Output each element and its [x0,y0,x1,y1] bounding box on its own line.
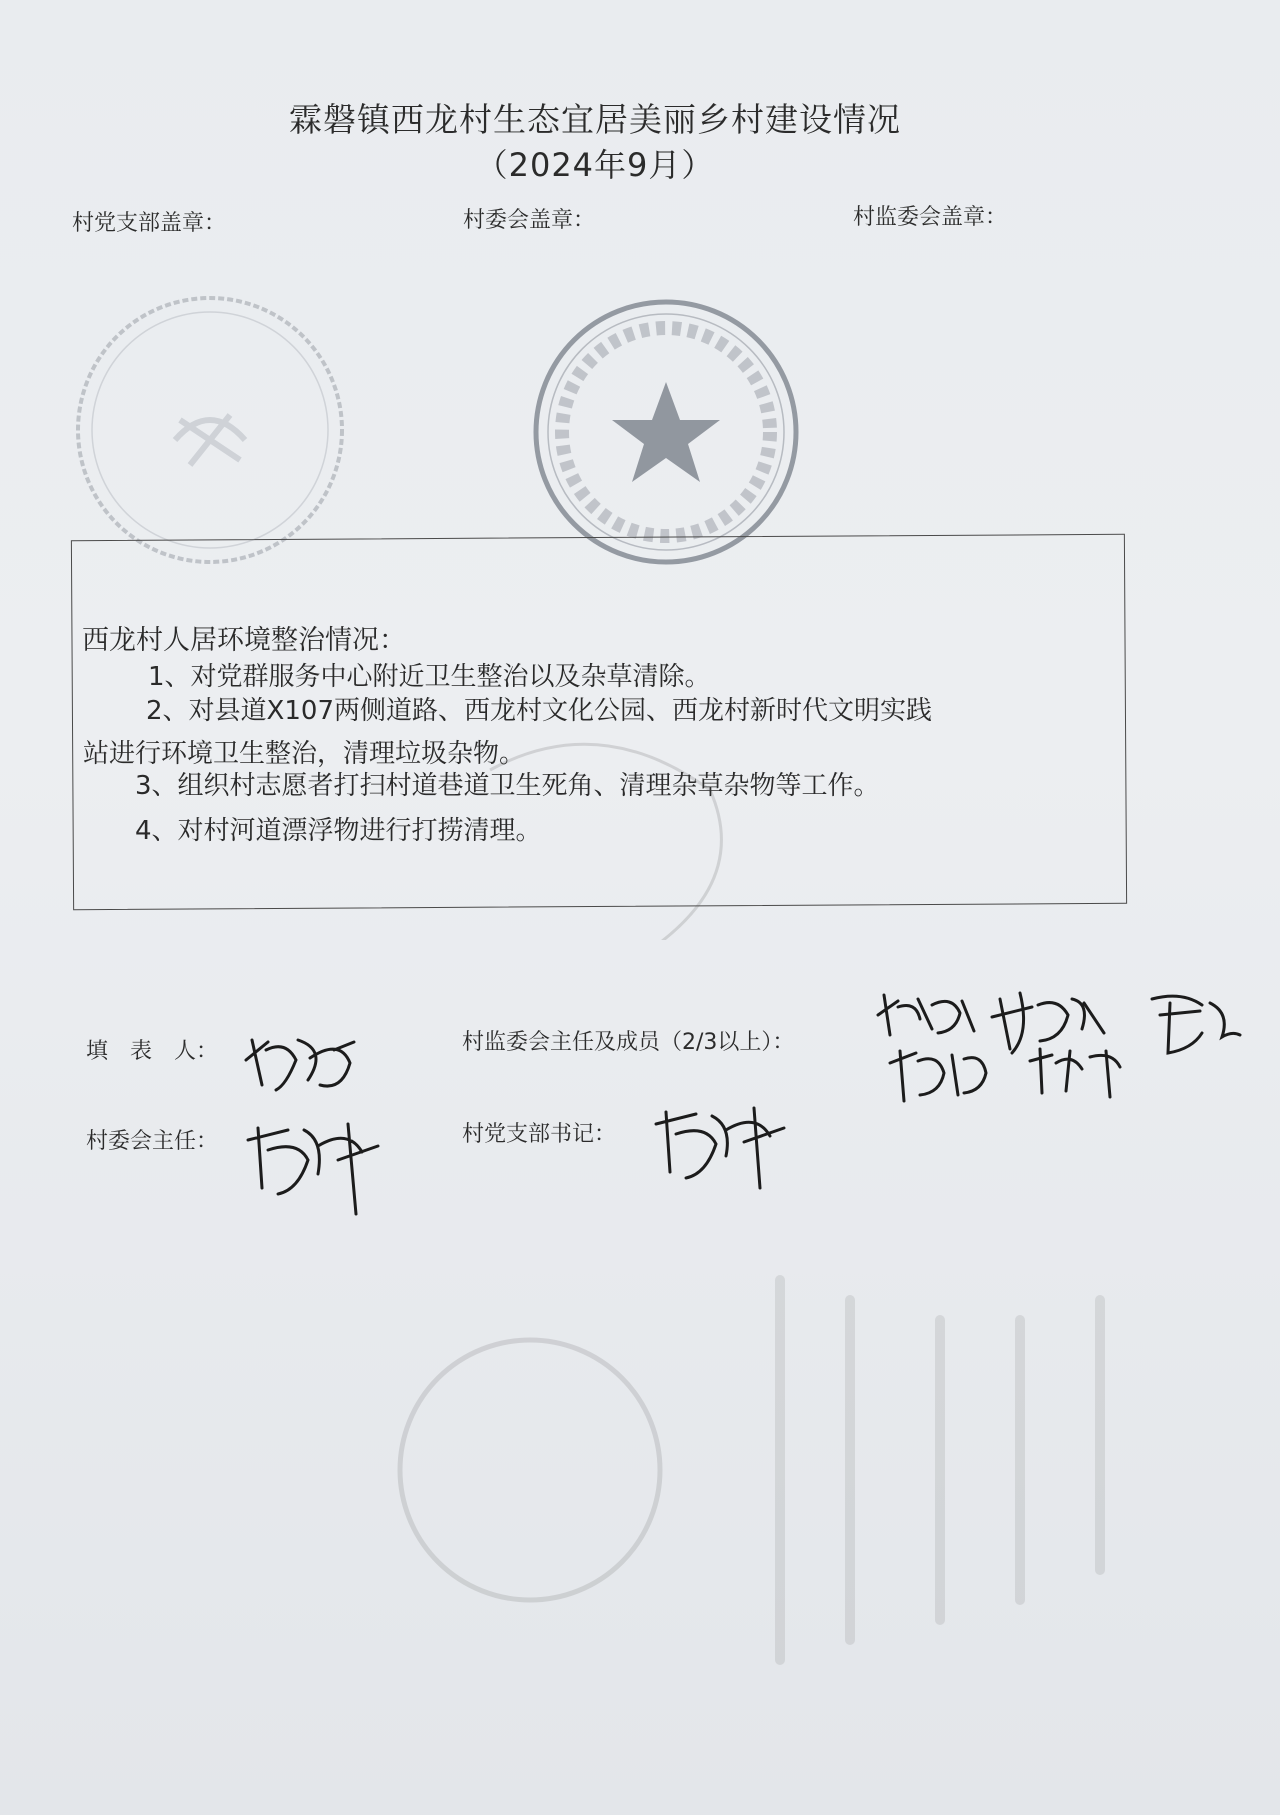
secretary-signature [646,1098,796,1198]
content-item-2-line-1: 2、对县道X107两侧道路、西龙村文化公园、西龙村新时代文明实践 [146,696,932,726]
party-branch-stamp [70,290,350,570]
content-item-2-line-2: 站进行环境卫生整治，清理垃圾杂物。 [83,739,526,769]
supervision-members-signatures [870,985,1260,1115]
committee-stamp [530,296,802,568]
filler-signature [238,1020,368,1100]
content-item-1: 1、对党群服务中心附近卫生整治以及杂草清除。 [148,662,711,692]
page-title: 霖磐镇西龙村生态宜居美丽乡村建设情况 [289,100,901,139]
supervision-seal-label: 村监委会盖章： [853,205,1008,230]
secretary-label: 村党支部书记： [462,1122,617,1147]
director-signature [238,1110,398,1220]
page-subtitle: （2024年9月） [475,146,715,184]
filler-label: 填 表 人： [86,1039,219,1064]
party-branch-seal-label: 村党支部盖章： [72,211,227,236]
content-item-3: 3、组织村志愿者打扫村道巷道卫生死角、清理杂草杂物等工作。 [135,771,880,801]
reverse-side-bleed-through [380,1240,1200,1700]
supervision-members-label: 村监委会主任及成员（2/3以上）： [462,1030,795,1055]
content-heading: 西龙村人居环境整治情况： [82,625,406,656]
director-label: 村委会主任： [86,1129,219,1154]
committee-seal-label: 村委会盖章： [463,208,596,233]
content-item-4: 4、对村河道漂浮物进行打捞清理。 [135,816,542,846]
bleed-through-mark [470,740,730,940]
